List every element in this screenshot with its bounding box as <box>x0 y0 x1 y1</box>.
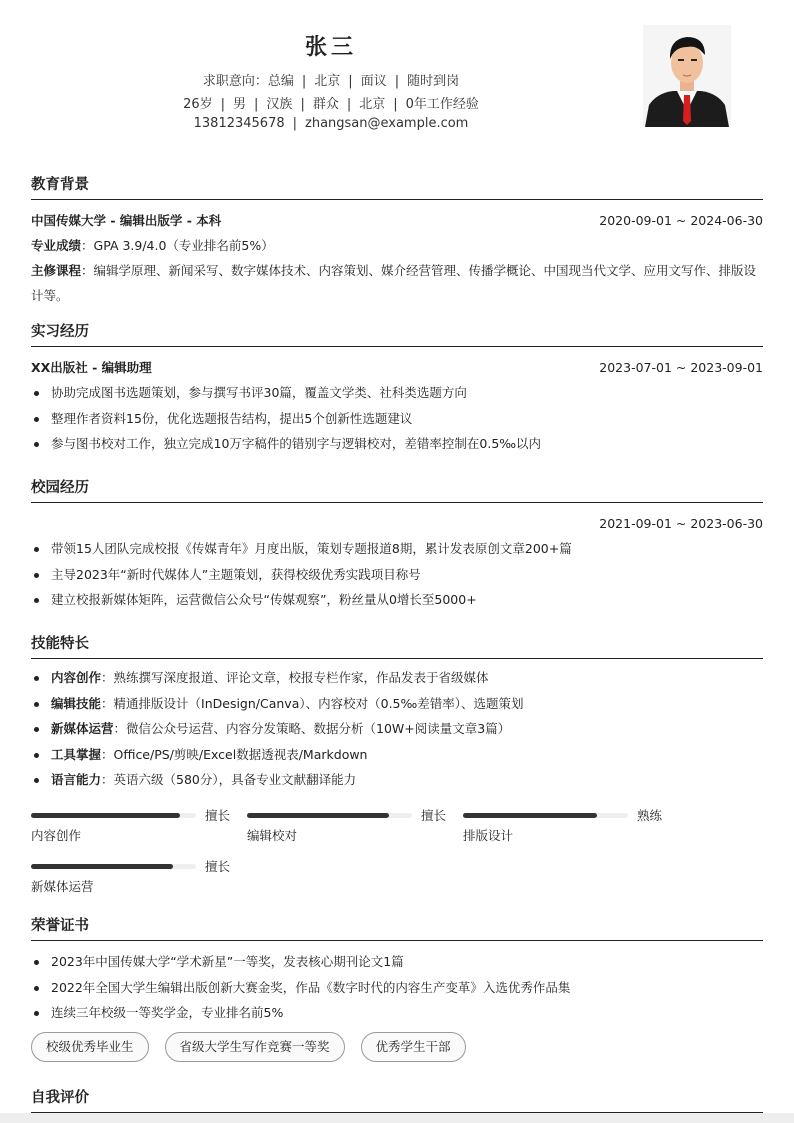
grade-value: ：GPA 3.9/4.0（专业排名前5%） <box>81 238 274 253</box>
skill-name: 新媒体运营 <box>31 879 94 894</box>
skill-level: 擅长 <box>205 808 231 823</box>
skill-name: 编辑校对 <box>247 828 298 843</box>
salary: 面议 <box>360 74 387 89</box>
skill-text: ：熟练撰写深度报道、评论文章，校报专栏作家，作品发表于省级媒体 <box>101 670 489 685</box>
section-title: 教育背景 <box>31 173 763 200</box>
skill-bar <box>31 854 231 894</box>
skill-name: 排版设计 <box>463 828 514 843</box>
intent-city: 北京 <box>314 74 341 89</box>
phone: 13812345678 <box>193 116 285 131</box>
campus-row <box>31 511 763 536</box>
political-status: 群众 <box>312 97 339 112</box>
internship-list <box>31 380 763 457</box>
company-line: XX出版社 - 编辑助理 <box>31 360 152 375</box>
progress-track <box>31 864 196 869</box>
skill-bar <box>247 803 447 843</box>
contact-line: 13812345678 | zhangsan@example.com <box>193 116 469 131</box>
campus-date: 2021-09-01 ~ 2023-06-30 <box>599 516 763 531</box>
section-title: 实习经历 <box>31 320 763 347</box>
skill-label: 新媒体运营 <box>51 721 114 736</box>
progress-fill <box>31 813 180 818</box>
availability: 随时到岗 <box>407 74 460 89</box>
campus-list <box>31 536 763 613</box>
list-item: 2022年全国大学生编辑出版创新大赛金奖，作品《数字时代的内容生产变革》入选优秀作品集 <box>31 975 763 1001</box>
resume-header <box>31 0 763 150</box>
progress-fill <box>31 864 173 869</box>
skills-list <box>31 665 763 793</box>
campus-section <box>31 476 763 613</box>
skill-level: 擅长 <box>421 808 447 823</box>
skill-label: 工具掌握 <box>51 746 102 762</box>
skill-label: 内容创作 <box>51 670 102 685</box>
school-line: 中国传媒大学 - 编辑出版学 - 本科 <box>31 213 222 228</box>
honors-section <box>31 914 763 1062</box>
list-item: 协助完成图书选题策划，参与撰写书评30篇，覆盖文学类、社科类选题方向 <box>31 380 763 406</box>
honor-tag: 校级优秀毕业生 <box>31 1032 149 1062</box>
progress-track <box>247 813 412 818</box>
portrait-icon <box>643 25 731 127</box>
gender: 男 <box>233 97 247 112</box>
job-intent: 求职意向：总编 <box>202 74 294 89</box>
internship-section <box>31 320 763 457</box>
skill-text: ：Office/PS/剪映/Excel数据透视表/Markdown <box>101 746 368 762</box>
email: zhangsan@example.com <box>305 116 469 131</box>
personal-info-line: 26岁 | 男 | 汉族 | 群众 | 北京 | 0年工作经验 <box>183 97 479 112</box>
progress-track <box>463 813 628 818</box>
location: 北京 <box>359 97 386 112</box>
internship-date: 2023-07-01 ~ 2023-09-01 <box>599 360 763 375</box>
self-eval-section <box>31 1086 763 1113</box>
internship-row <box>31 355 763 380</box>
list-item <box>31 691 763 717</box>
skill-name: 内容创作 <box>31 828 82 843</box>
list-item: 整理作者资料15份，优化选题报告结构，提出5个创新性选题建议 <box>31 406 763 432</box>
skill-label: 编辑技能 <box>51 695 102 711</box>
skill-bar <box>463 803 663 843</box>
experience: 0年工作经验 <box>405 97 479 112</box>
resume-page <box>31 0 763 1106</box>
section-title: 荣誉证书 <box>31 914 763 941</box>
skill-level: 熟练 <box>637 808 663 823</box>
skill-text: ：精通排版设计（InDesign/Canva）、内容校对（0.5‰差错率）、选题策划 <box>101 695 524 711</box>
list-item <box>31 716 763 742</box>
progress-fill <box>463 813 597 818</box>
grade-line <box>31 233 763 258</box>
skill-text: ：英语六级（580分），具备专业文献翻译能力 <box>101 772 357 787</box>
list-item: 建立校报新媒体矩阵，运营微信公众号“传媒观察”，粉丝量从0增长至5000+ <box>31 587 763 613</box>
list-item <box>31 742 763 768</box>
skill-text: ：微信公众号运营、内容分发策略、数据分析（10W+阅读量文章3篇） <box>113 721 511 736</box>
courses-value: ：编辑学原理、新闻采写、数字媒体技术、内容策划、媒介经营管理、传播学概论、中国现当代文学、应用文写作、排版设计等。 <box>31 263 757 303</box>
education-date: 2020-09-01 ~ 2024-06-30 <box>599 213 763 228</box>
skill-level: 擅长 <box>205 859 231 874</box>
list-item: 主导2023年“新时代媒体人”主题策划，获得校级优秀实践项目称号 <box>31 562 763 588</box>
age: 26岁 <box>183 97 213 112</box>
honors-list <box>31 949 763 1026</box>
ethnicity: 汉族 <box>266 97 293 112</box>
skills-section <box>31 632 763 793</box>
job-intent-line: 求职意向：总编 | 北京 | 面议 | 随时到岗 <box>202 74 460 89</box>
education-section <box>31 173 763 308</box>
progress-track <box>31 813 196 818</box>
avatar <box>643 25 731 127</box>
section-title: 技能特长 <box>31 632 763 659</box>
section-title: 自我评价 <box>31 1086 763 1113</box>
candidate-name: 张三 <box>304 35 357 60</box>
list-item: 2023年中国传媒大学“学术新星”一等奖，发表核心期刊论文1篇 <box>31 949 763 975</box>
progress-fill <box>247 813 389 818</box>
list-item: 带领15人团队完成校报《传媒青年》月度出版，策划专题报道8期，累计发表原创文章200+篇 <box>31 536 763 562</box>
page-bottom-edge <box>0 1113 794 1123</box>
list-item <box>31 665 763 691</box>
education-row <box>31 208 763 233</box>
list-item <box>31 767 763 793</box>
list-item: 连续三年校级一等奖学金，专业排名前5% <box>31 1000 763 1026</box>
honor-tag: 优秀学生干部 <box>361 1032 466 1062</box>
courses-label: 主修课程 <box>31 263 82 278</box>
honor-tags <box>31 1032 763 1062</box>
grade-label: 专业成绩 <box>31 238 82 253</box>
skill-label: 语言能力 <box>51 772 102 787</box>
skill-bar <box>31 803 231 843</box>
courses-line <box>31 258 763 308</box>
list-item: 参与图书校对工作，独立完成10万字稿件的错别字与逻辑校对，差错率控制在0.5‰以内 <box>31 431 763 457</box>
section-title: 校园经历 <box>31 476 763 503</box>
honor-tag: 省级大学生写作竞赛一等奖 <box>165 1032 345 1062</box>
